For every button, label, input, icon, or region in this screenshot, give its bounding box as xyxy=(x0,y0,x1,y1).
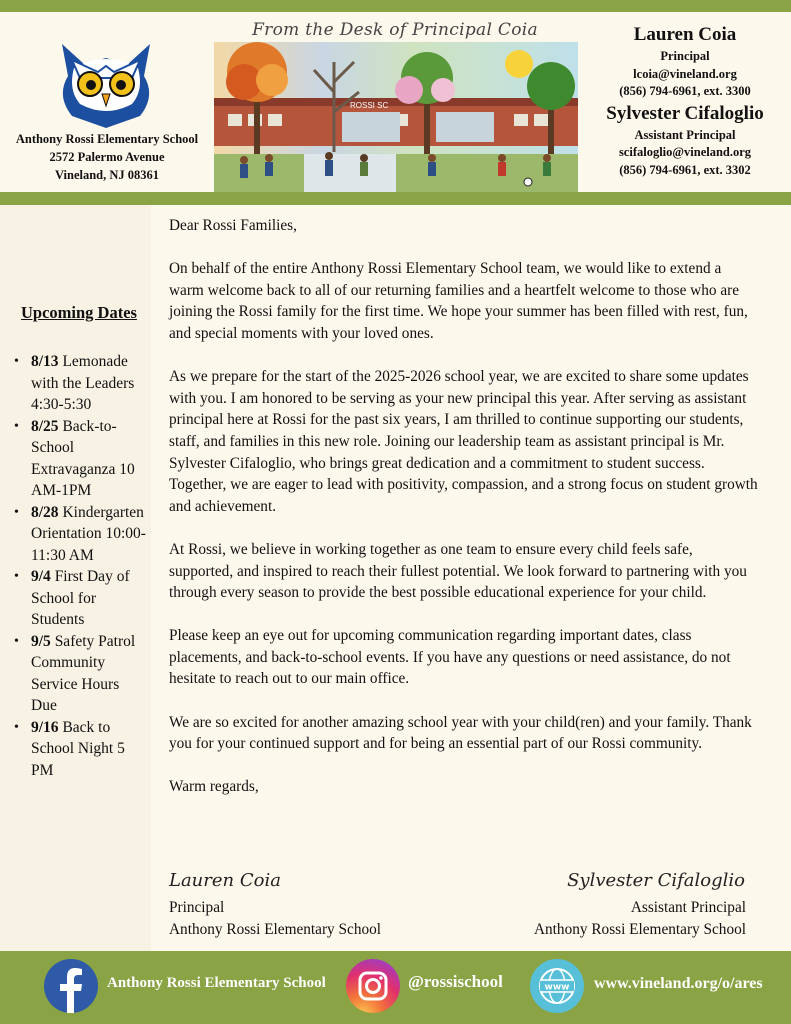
sidebar-title: Upcoming Dates xyxy=(21,303,137,322)
principal-phone: (856) 794-6961, ext. 3300 xyxy=(619,84,751,98)
event-text: Back-to-School Extravaganza 10 AM-1PM xyxy=(31,417,135,499)
assistant-principal-phone: (856) 794-6961, ext. 3302 xyxy=(619,162,751,177)
event-text: Safety Patrol Community Service Hours Due xyxy=(31,632,136,714)
paragraph-welcome: On behalf of the entire Anthony Rossi Elementary School team, we would like to extend a warm welcome back to all of our returning families and a heartfelt welcome to those who are joining the Rossi family for the first time. We hope your summer has been filled with rest, fun, and special moments with your loved ones. xyxy=(169,260,748,342)
list-item xyxy=(12,631,148,717)
assistant-principal-signature: Sylvester Cifaloglio xyxy=(567,870,745,891)
assistant-principal-signature-block xyxy=(534,897,746,940)
website-link[interactable]: www.vineland.org/o/ares xyxy=(594,975,763,992)
seasons-illustration xyxy=(214,42,578,192)
assistant-principal-title: Assistant Principal xyxy=(634,127,736,142)
signature-school: Anthony Rossi Elementary School xyxy=(169,920,382,938)
school-name: Anthony Rossi Elementary School xyxy=(15,132,199,146)
paragraph-communication: Please keep an eye out for upcoming communication regarding important dates, class placements, and back-to-school events. If you have any questions or need assistance, do not hesitate to reach out to our main office. xyxy=(169,627,731,688)
instagram-icon[interactable] xyxy=(346,959,400,1013)
upcoming-dates-sidebar xyxy=(0,205,151,951)
list-item xyxy=(12,351,148,416)
closing: Warm regards, xyxy=(169,778,259,796)
paragraph-thanks: We are so excited for another amazing school year with your child(ren) and your family. Thank you for your continued support and for being an essential part of our Rossi community. xyxy=(169,713,752,753)
principal-email[interactable]: lcoia@vineland.org xyxy=(633,66,737,81)
event-date: 8/28 xyxy=(31,503,59,521)
paragraph-updates: As we prepare for the start of the 2025-2026 school year, we are excited to share some updates with you. I am honored to be serving as your new principal this year. After serving as assistant principal here at Rossi for the past six years, I am thrilled to continue supporting our students, staff, and families in this new role. Joining our leadership team as assistant principal is Mr. Sylvester Cifaloglio, who brings great dedication and a commitment to student success. Together, we are eager to lead with positivity, compassion, and a strong focus on student growth and achievement. xyxy=(169,368,758,515)
owl-mascot-logo xyxy=(52,38,160,130)
list-item xyxy=(12,502,148,567)
signature-school: Anthony Rossi Elementary School xyxy=(533,920,746,938)
footer xyxy=(0,951,791,1024)
school-address xyxy=(8,130,206,184)
event-text: First Day of School for Students xyxy=(31,568,130,628)
event-text: Back to School Night 5 PM xyxy=(31,718,125,779)
facebook-label[interactable]: Anthony Rossi Elementary School xyxy=(107,975,326,991)
list-item xyxy=(12,717,148,782)
event-date: 9/16 xyxy=(31,718,59,736)
principal-signature: Lauren Coia xyxy=(169,870,281,891)
signature-title: Assistant Principal xyxy=(630,899,746,916)
signature-title: Principal xyxy=(169,899,225,916)
city-state-zip: Vineland, NJ 08361 xyxy=(54,168,160,182)
principal-name: Lauren Coia xyxy=(633,24,737,45)
facebook-icon[interactable] xyxy=(44,959,98,1013)
administration-contacts xyxy=(586,22,784,179)
letterhead xyxy=(0,12,791,192)
event-date: 9/5 xyxy=(31,632,51,650)
street-address: 2572 Palermo Avenue xyxy=(49,150,165,164)
desk-title: From the Desk of Principal Coia xyxy=(252,20,538,40)
event-text: Lemonade with the Leaders 4:30-5:30 xyxy=(31,353,135,413)
principal-signature-block xyxy=(169,897,381,940)
instagram-handle[interactable]: @rossischool xyxy=(408,972,503,991)
letter-body xyxy=(169,215,759,820)
salutation: Dear Rossi Families, xyxy=(169,217,297,234)
event-date: 8/25 xyxy=(31,417,59,435)
upcoming-dates-list xyxy=(12,351,148,781)
event-date: 8/13 xyxy=(31,353,59,370)
list-item xyxy=(12,566,148,631)
website-icon-label: www xyxy=(544,982,570,993)
principal-title: Principal xyxy=(660,49,710,63)
header-divider-bar xyxy=(0,192,791,205)
assistant-principal-email[interactable]: scifaloglio@vineland.org xyxy=(618,145,752,159)
event-date: 9/4 xyxy=(31,568,51,585)
paragraph-team: At Rossi, we believe in working together as one team to ensure every child feels safe, supported, and inspired to reach their fullest potential. We look forward to partnering with you through every season to provide the best possible educational experience for your child. xyxy=(169,540,747,602)
assistant-principal-name: Sylvester Cifaloglio xyxy=(606,102,764,124)
website-globe-icon[interactable] xyxy=(530,959,584,1013)
event-text: Kindergarten Orientation 10:00-11:30 AM xyxy=(31,503,146,564)
building-sign: ROSSI SC xyxy=(350,101,389,110)
top-accent-bar xyxy=(0,0,791,12)
list-item xyxy=(12,416,148,502)
